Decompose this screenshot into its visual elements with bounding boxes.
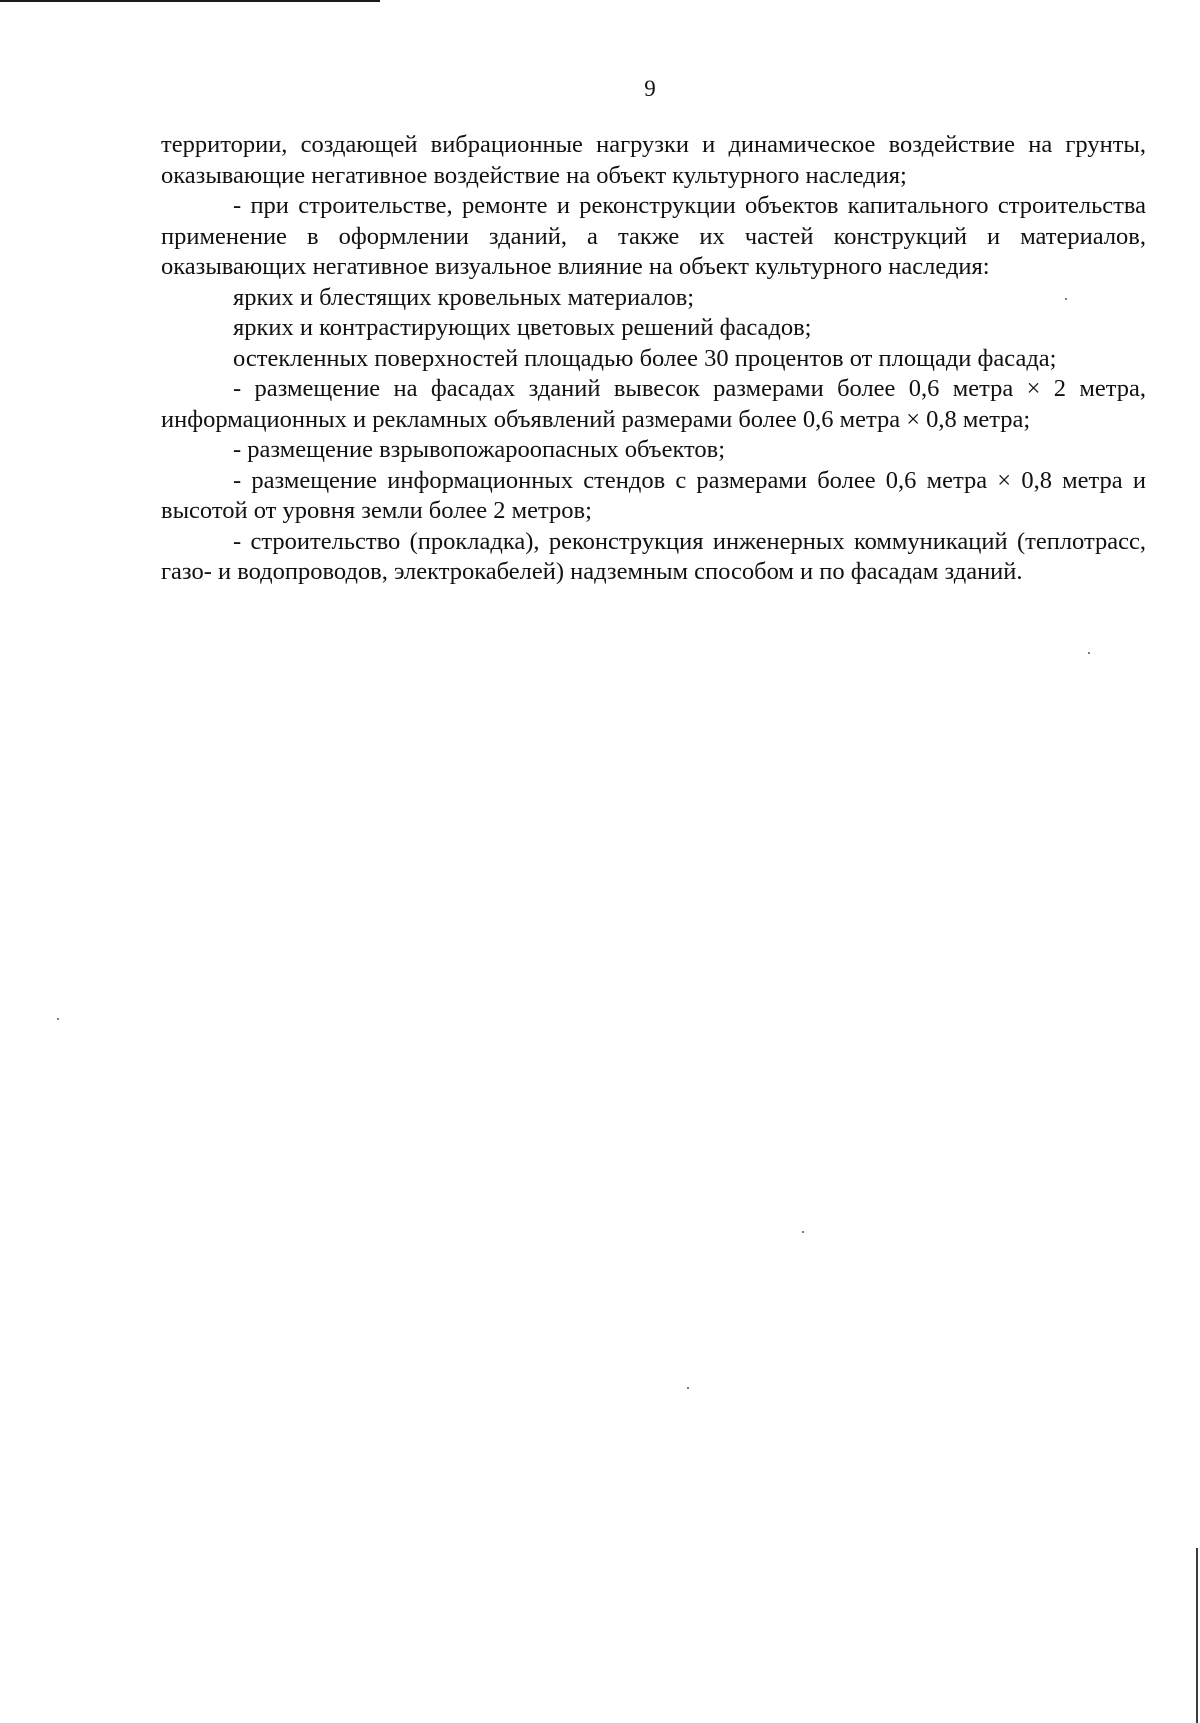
scan-speck	[802, 1231, 804, 1233]
paragraph: - размещение на фасадах зданий вывесок размерами более 0,6 метра × 2 метра, информационных и рекламных объявлений размерами более 0,6 метра × 0,8 метра;	[161, 375, 1146, 433]
paragraph: территории, создающей вибрационные нагрузки и динамическое воздействие на грунты, оказывающие негативное воздействие на объект культурного наследия;	[161, 131, 1146, 189]
paragraph: - размещение взрывопожароопасных объектов;	[233, 436, 726, 463]
scan-edge-artifact	[1196, 1548, 1198, 1723]
paragraph: - строительство (прокладка), реконструкция инженерных коммуникаций (теплотрасс, газо- и водопроводов, электрокабелей) надземным способом и по фасадам зданий.	[161, 527, 1146, 585]
paragraph: остекленных поверхностей площадью более 30 процентов от площади фасада;	[233, 344, 1057, 372]
page-number: 9	[644, 76, 656, 101]
paragraph: - при строительстве, ремонте и реконструкции объектов капитального строительства применение в оформлении зданий, а также их частей конструкций и материалов, оказывающих негативное визуальное влияние на объект культурного наследия:	[161, 192, 1146, 280]
document-body	[161, 130, 1146, 588]
paragraph: - размещение информационных стендов с размерами более 0,6 метра × 0,8 метра и высотой от уровня земли более 2 метров;	[161, 466, 1146, 524]
paragraph: ярких и контрастирующих цветовых решений фасадов;	[233, 314, 812, 341]
scan-speck	[1088, 652, 1090, 654]
scan-edge-artifact	[0, 0, 380, 2]
paragraph: ярких и блестящих кровельных материалов;	[233, 283, 695, 311]
scan-speck	[687, 1387, 689, 1389]
scan-speck	[57, 1018, 59, 1020]
